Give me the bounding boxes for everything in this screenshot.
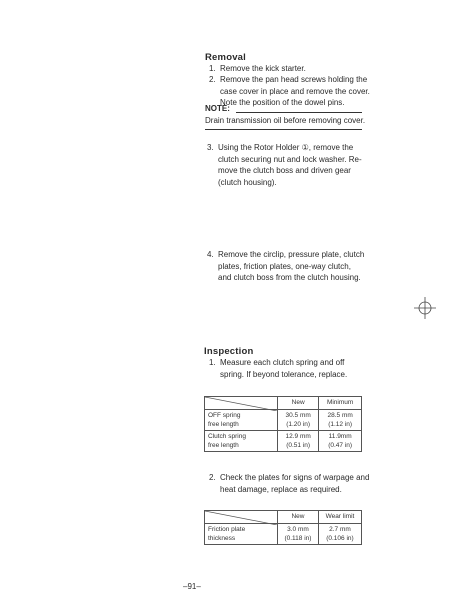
step-text-line: Remove the pan head screws holding the bbox=[220, 75, 368, 84]
step-text-line: heat damage, replace as required. bbox=[220, 484, 342, 494]
table-corner-cell bbox=[205, 511, 278, 524]
row-label-line: OFF spring bbox=[208, 412, 241, 419]
minimum-value bbox=[319, 431, 362, 452]
value-imperial: (0.118 in) bbox=[284, 535, 312, 542]
step-number: 3. bbox=[207, 143, 214, 152]
note-top-rule bbox=[236, 112, 362, 113]
value-metric: 30.5 mm bbox=[285, 412, 311, 419]
column-header-new: New bbox=[278, 397, 319, 410]
step-text-line: move the clutch boss and driven gear bbox=[218, 166, 351, 175]
row-label-line: free length bbox=[208, 442, 239, 449]
table-corner-cell bbox=[205, 397, 278, 410]
step-text-line: Note the position of the dowel pins. bbox=[220, 98, 345, 107]
step-text-line: Using the Rotor Holder ①, remove the bbox=[218, 143, 354, 152]
table-row bbox=[205, 431, 362, 452]
spring-spec-table bbox=[204, 396, 362, 452]
value-metric: 12.9 mm bbox=[285, 433, 311, 440]
value-imperial: (1.20 in) bbox=[286, 421, 311, 428]
diagonal-divider-icon bbox=[205, 511, 277, 525]
value-imperial: (1.12 in) bbox=[328, 421, 353, 428]
row-label bbox=[205, 431, 278, 452]
value-metric: 11.9mm bbox=[328, 433, 352, 440]
value-imperial: (0.51 in) bbox=[286, 442, 311, 449]
step-text-line: plates, friction plates, one-way clutch, bbox=[218, 261, 351, 271]
value-imperial: (0.106 in) bbox=[326, 535, 354, 542]
row-label bbox=[205, 524, 278, 545]
row-label-line: Friction plate bbox=[208, 526, 246, 533]
value-metric: 3.0 mm bbox=[287, 526, 309, 533]
table-row bbox=[205, 524, 362, 545]
step-text: Remove the kick starter. bbox=[220, 64, 306, 73]
note-text: Drain transmission oil before removing cover. bbox=[205, 116, 366, 125]
new-value bbox=[278, 431, 319, 452]
step-number: 2. bbox=[209, 473, 216, 482]
row-label-line: free length bbox=[208, 421, 239, 428]
row-label-line: thickness bbox=[208, 535, 236, 542]
removal-step-2 bbox=[209, 74, 379, 109]
inspection-step-1 bbox=[209, 357, 379, 380]
registration-crosshair-icon bbox=[414, 297, 436, 319]
column-header-wear-limit: Wear limit bbox=[318, 511, 361, 524]
step-text-line: Remove the circlip, pressure plate, clutch bbox=[218, 250, 365, 259]
new-value bbox=[278, 410, 319, 431]
column-header-new: New bbox=[278, 511, 319, 524]
note-label: NOTE: bbox=[205, 104, 230, 113]
step-text-line: case cover in place and remove the cover. bbox=[220, 86, 370, 96]
inspection-heading: Inspection bbox=[204, 346, 254, 357]
removal-heading: Removal bbox=[205, 52, 247, 63]
step-number: 2. bbox=[209, 75, 216, 84]
value-metric: 2.7 mm bbox=[329, 526, 351, 533]
step-text-line: spring. If beyond tolerance, replace. bbox=[220, 369, 348, 379]
value-imperial: (0.47 in) bbox=[328, 442, 353, 449]
step-number: 1. bbox=[209, 358, 216, 367]
step-text-line: (clutch housing). bbox=[218, 177, 277, 187]
note-bottom-rule bbox=[205, 129, 362, 130]
friction-plate-spec-table bbox=[204, 510, 362, 545]
wear-limit-value bbox=[318, 524, 361, 545]
removal-step-1 bbox=[209, 63, 379, 75]
diagonal-divider-icon bbox=[205, 397, 277, 411]
column-header-minimum: Minimum bbox=[319, 397, 362, 410]
step-3 bbox=[207, 142, 382, 188]
step-text-line: clutch securing nut and lock washer. Re- bbox=[218, 154, 362, 164]
value-metric: 28.5 mm bbox=[327, 412, 353, 419]
step-number: 4. bbox=[207, 250, 214, 259]
minimum-value bbox=[319, 410, 362, 431]
row-label bbox=[205, 410, 278, 431]
step-text-line: and clutch boss from the clutch housing. bbox=[218, 273, 361, 282]
step-text-line: Check the plates for signs of warpage and bbox=[220, 473, 370, 482]
step-number: 1. bbox=[209, 64, 216, 73]
new-value bbox=[278, 524, 319, 545]
row-label-line: Clutch spring bbox=[208, 433, 246, 440]
step-text-line: Measure each clutch spring and off bbox=[220, 358, 345, 367]
inspection-step-2 bbox=[209, 472, 384, 495]
step-4 bbox=[207, 249, 382, 284]
page-number: –91– bbox=[183, 582, 201, 591]
table-row bbox=[205, 410, 362, 431]
